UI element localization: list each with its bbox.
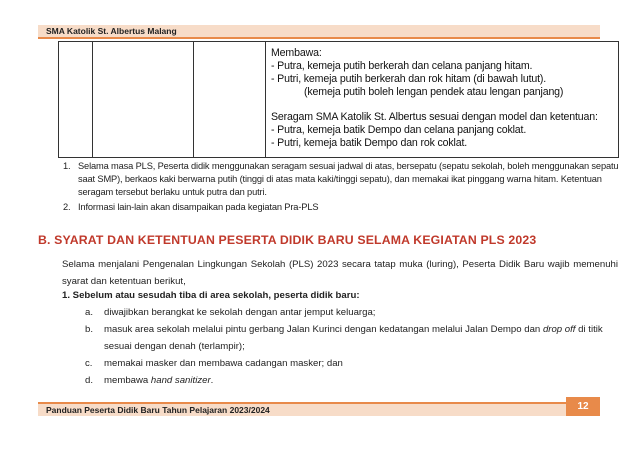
item-text-italic: drop off <box>542 324 576 335</box>
item-letter: c. <box>85 358 93 369</box>
notes-list <box>63 160 623 214</box>
item-text: diwajibkan berangkat ke sekolah dengan antar jemput keluarga; <box>104 307 376 318</box>
header-school-name: SMA Katolik St. Albertus Malang <box>46 26 177 36</box>
dress-line: (kemeja putih boleh lengan pendek atau lengan panjang) <box>304 86 564 98</box>
item-text: masuk area sekolah melalui pintu gerbang Jalan Kurinci dengan kedatangan melalui Jalan Dempo dan <box>104 324 543 335</box>
table-row <box>59 42 619 158</box>
item-text: membawa <box>104 375 151 386</box>
table-cell-empty <box>93 42 194 158</box>
section-intro: Selama menjalani Pengenalan Lingkungan Sekolah (PLS) 2023 secara tatap muka (luring), Peserta Didik Baru wajib memenuhi syarat dan ketentuan berikut, <box>62 259 618 287</box>
dress-line: - Putri, kemeja putih berkerah dan rok hitam (di bawah lutut). <box>271 73 547 85</box>
item-letter: a. <box>85 307 94 318</box>
item-text: . <box>210 375 214 386</box>
dress-line: - Putra, kemeja putih berkerah dan celana panjang hitam. <box>271 60 533 72</box>
list-item <box>85 355 620 372</box>
note-text: Selama masa PLS, Peserta didik menggunakan seragam sesuai jadwal di atas, bersepatu (sepatu sekolah, boleh menggunakan sepatu saat SMP), berkaos kaki berwarna putih (tinggi di atas mata kaki/tinggi sepatu), dan memakai ikat pinggang warna hitam. Ketentuan seragam tersebut berlaku untuk putra dan putri. <box>78 161 619 197</box>
footer-text: Panduan Peserta Didik Baru Tahun Pelajaran 2023/2024 <box>46 405 270 415</box>
table-cell-dress-details <box>266 42 619 158</box>
page-number-badge: 12 <box>566 397 600 416</box>
page-header <box>38 25 600 39</box>
dress-line: - Putri, kemeja batik Dempo dan rok coklat. <box>271 137 468 149</box>
item-text: di titik sesuai dengan denah (terlampir); <box>104 324 603 352</box>
note-number: 2. <box>63 202 71 212</box>
section-title: B. SYARAT DAN KETENTUAN PESERTA DIDIK BARU SELAMA KEGIATAN PLS 2023 <box>38 233 537 247</box>
table-cell-empty <box>59 42 93 158</box>
page-footer <box>38 402 600 416</box>
note-item <box>63 160 623 199</box>
list-item <box>85 372 620 389</box>
list-item <box>85 304 620 321</box>
item-text-italic: hand sanitizer <box>150 375 211 386</box>
dress-code-table <box>58 41 619 158</box>
item-letter: d. <box>85 375 94 386</box>
dress-line: Membawa: <box>271 47 322 59</box>
requirements-list <box>85 304 620 389</box>
item-letter: b. <box>85 324 94 335</box>
dress-line: - Putra, kemeja batik Dempo dan celana panjang coklat. <box>271 124 527 136</box>
list-item <box>85 321 620 355</box>
item-text: memakai masker dan membawa cadangan masker; dan <box>104 358 343 369</box>
sub-heading: 1. Sebelum atau sesudah tiba di area sekolah, peserta didik baru: <box>62 290 360 301</box>
dress-line: Seragam SMA Katolik St. Albertus sesuai dengan model dan ketentuan: <box>271 111 598 123</box>
note-number: 1. <box>63 161 71 171</box>
table-cell-empty <box>194 42 266 158</box>
note-item <box>63 201 623 214</box>
note-text: Informasi lain-lain akan disampaikan pada kegiatan Pra-PLS <box>78 202 319 212</box>
